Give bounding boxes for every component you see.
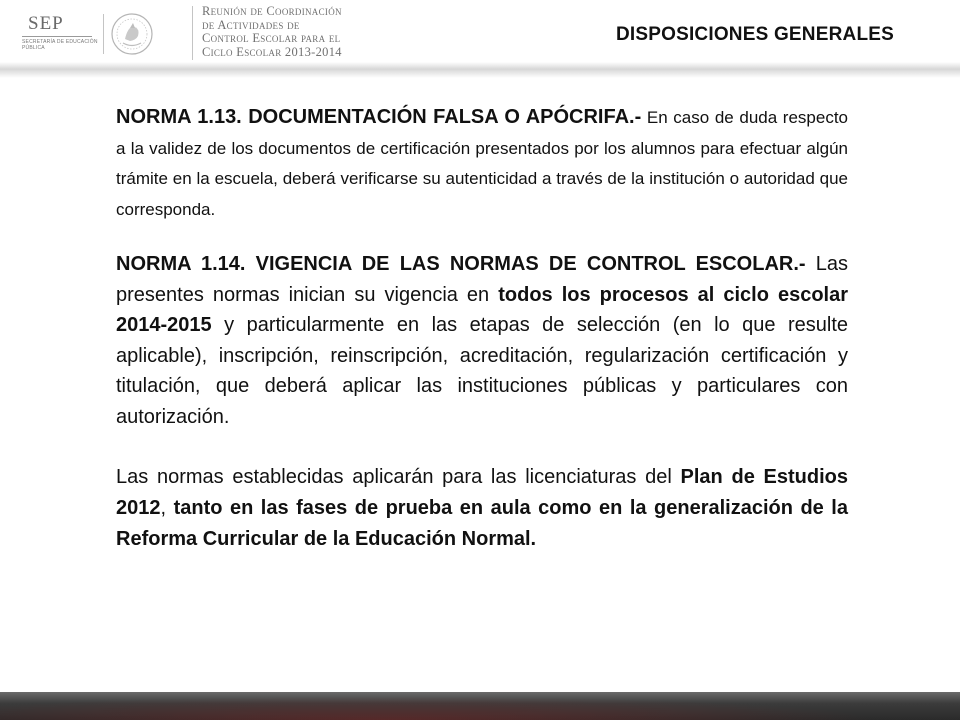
- closing-paragraph: [116, 462, 848, 555]
- norma-1-14-paragraph: [116, 249, 848, 432]
- footer-bar-glow: [0, 692, 960, 720]
- sep-logo-rule: [22, 36, 92, 37]
- norma-1-14-body-1: Las presentes normas inician su vigencia en: [116, 253, 848, 306]
- mexico-seal-icon: [110, 12, 154, 56]
- sep-logo-text: SEP: [28, 13, 64, 34]
- norma-1-13-heading: NORMA 1.13. DOCUMENTACIÓN FALSA O APÓCRIFA.-: [116, 106, 642, 128]
- norma-1-14-body-2: y particularmente en las etapas de selección (en lo que resulte aplicable), inscripción, reinscripción, acreditación, regularización certificación y titulación, que deberá aplicar las instituciones públicas y particulares con autorización.: [116, 314, 848, 428]
- closing-body-1: Las normas establecidas aplicarán para las licenciaturas del: [116, 466, 681, 488]
- header-divider: [192, 6, 193, 60]
- meeting-title: Reunión de Coordinación de Actividades de Control Escolar para el Ciclo Escolar 2013-2014: [202, 4, 342, 59]
- closing-emphasis: tanto en las fases de prueba en aula como en la generalización de la Reforma Curricular de la Educación Normal.: [116, 497, 848, 550]
- sep-logo-icon: [22, 14, 102, 58]
- closing-body-2: ,: [160, 497, 174, 519]
- closing-plan-name: Plan de Estudios 2012: [116, 466, 848, 519]
- norma-1-13-paragraph: [116, 102, 848, 225]
- norma-1-14-heading: NORMA 1.14. VIGENCIA DE LAS NORMAS DE CONTROL ESCOLAR.-: [116, 253, 806, 275]
- norma-1-14-emphasis: todos los procesos al ciclo escolar 2014-2015: [116, 283, 849, 336]
- header-shadow: [0, 62, 960, 78]
- section-title: DISPOSICIONES GENERALES: [615, 24, 894, 45]
- sep-logo-subtitle: SECRETARÍA DE EDUCACIÓN PÚBLICA: [22, 39, 98, 51]
- header-divider: [103, 14, 104, 54]
- norma-1-13-body: En caso de duda respecto a la validez de los documentos de certificación presentados por los alumnos para efectuar algún trámite en la escuela, deberá verificarse su autenticidad a través de la institución o autoridad que corresponda.: [116, 108, 849, 219]
- main-content: [116, 102, 848, 555]
